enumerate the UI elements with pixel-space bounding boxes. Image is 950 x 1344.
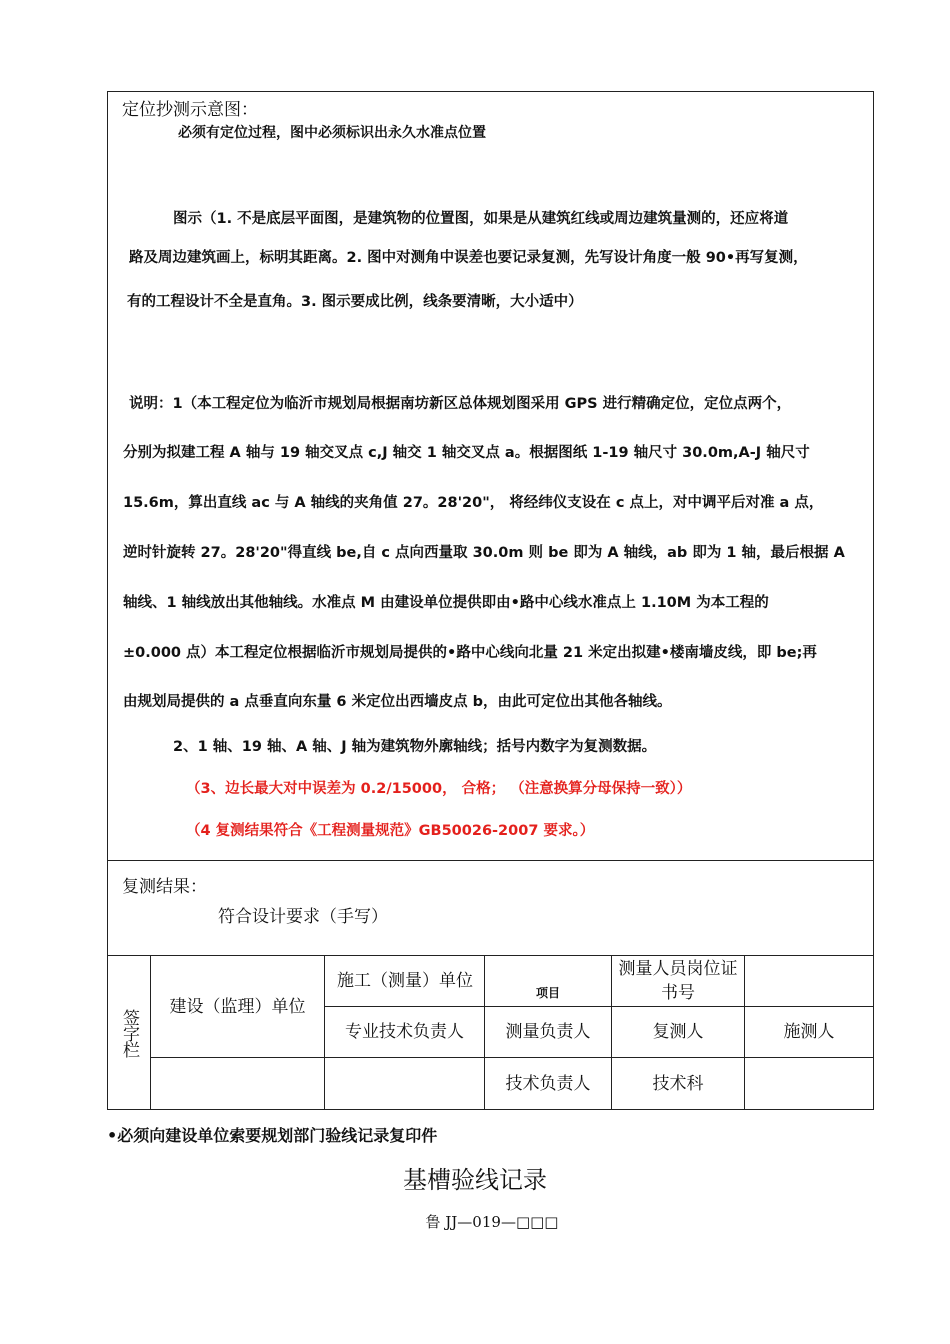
- explanation-line-5: 轴线、1 轴线放出其他轴线。水准点 M 由建设单位提供即由•路中心线水准点上 1.10M 为本工程的: [123, 595, 769, 611]
- sig-row3-tech-dept: 技术科: [652, 1073, 704, 1094]
- sig-side-label-text: 签字栏: [119, 1008, 139, 1057]
- sig-unit-construction: 施工（测量）单位: [337, 971, 473, 991]
- footer-title: 基槽验线记录: [403, 1166, 547, 1194]
- result-label: 复测结果：: [122, 877, 207, 897]
- sig-row2-survey-lead: 测量负责人: [505, 1022, 591, 1042]
- divider-result: [107, 860, 874, 861]
- sig-row3-tech-lead: 技术负责人: [505, 1073, 591, 1094]
- sig-item: 项目: [535, 986, 560, 1000]
- explanation-item-4: （4 复测结果符合《工程测量规范》GB50026-2007 要求。）: [186, 823, 595, 839]
- explanation-line-3: 15.6m，算出直线 ac 与 A 轴线的夹角值 27。28'20"， 将经纬仪支设在 c 点上，对中调平后对准 a 点，: [123, 495, 824, 511]
- sig-row2-tech-lead: 专业技术负责人: [345, 1022, 464, 1042]
- footer-code: 鲁 JJ—019—□□□: [425, 1213, 559, 1231]
- sig-unit-build: 建设（监理）单位: [169, 996, 306, 1017]
- result-value: 符合设计要求（手写）: [218, 907, 388, 927]
- note-line-2: 路及周边建筑画上，标明其距离。2. 图中对测角中误差也要记录复测，先写设计角度一般 90•再写复测，: [129, 250, 808, 266]
- explanation-line-1: 说明：1（本工程定位为临沂市规划局根据南坊新区总体规划图采用 GPS 进行精确定位，定位点两个，: [129, 396, 792, 412]
- explanation-line-6: ±0.000 点）本工程定位根据临沂市规划局提供的•路中心线向北量 21 米定出拟建•楼南墙皮线，即 be;再: [123, 645, 817, 661]
- note-line-1: 图示（1. 不是底层平面图，是建筑物的位置图，如果是从建筑红线或周边建筑量测的，还应将道: [173, 211, 789, 227]
- sig-row2-rechecker: 复测人: [652, 1022, 704, 1042]
- section-title: 定位抄测示意图：: [122, 100, 258, 120]
- explanation-line-7: 由规划局提供的 a 点垂直向东量 6 米定位出西墙皮点 b，由此可定位出其他各轴线。: [123, 694, 672, 710]
- sig-row2-surveyor: 施测人: [783, 1022, 835, 1042]
- sig-cert: 测量人员岗位证书号: [618, 959, 738, 1003]
- footer-note: •必须向建设单位索要规划部门验线记录复印件: [107, 1126, 438, 1145]
- note-line-3: 有的工程设计不全是直角。3. 图示要成比例，线条要清晰，大小适中）: [127, 294, 583, 310]
- explanation-line-4: 逆时针旋转 27。28'20"得直线 be,自 c 点向西量取 30.0m 则 be 即为 A 轴线，ab 即为 1 轴，最后根据 A: [123, 545, 845, 561]
- explanation-item-3: （3、边长最大对中误差为 0.2/15000， 合格； （注意换算分母保持一致））: [186, 781, 692, 797]
- explanation-line-2: 分别为拟建工程 A 轴与 19 轴交叉点 c,J 轴交 1 轴交叉点 a。根据图纸 1-19 轴尺寸 30.0m,A-J 轴尺寸: [123, 445, 810, 461]
- explanation-item-2: 2、1 轴、19 轴、A 轴、J 轴为建筑物外廓轴线；括号内数字为复测数据。: [173, 739, 657, 755]
- section-subtitle: 必须有定位过程，图中必须标识出永久水准点位置: [178, 125, 486, 141]
- sig-side-label: [108, 956, 150, 1109]
